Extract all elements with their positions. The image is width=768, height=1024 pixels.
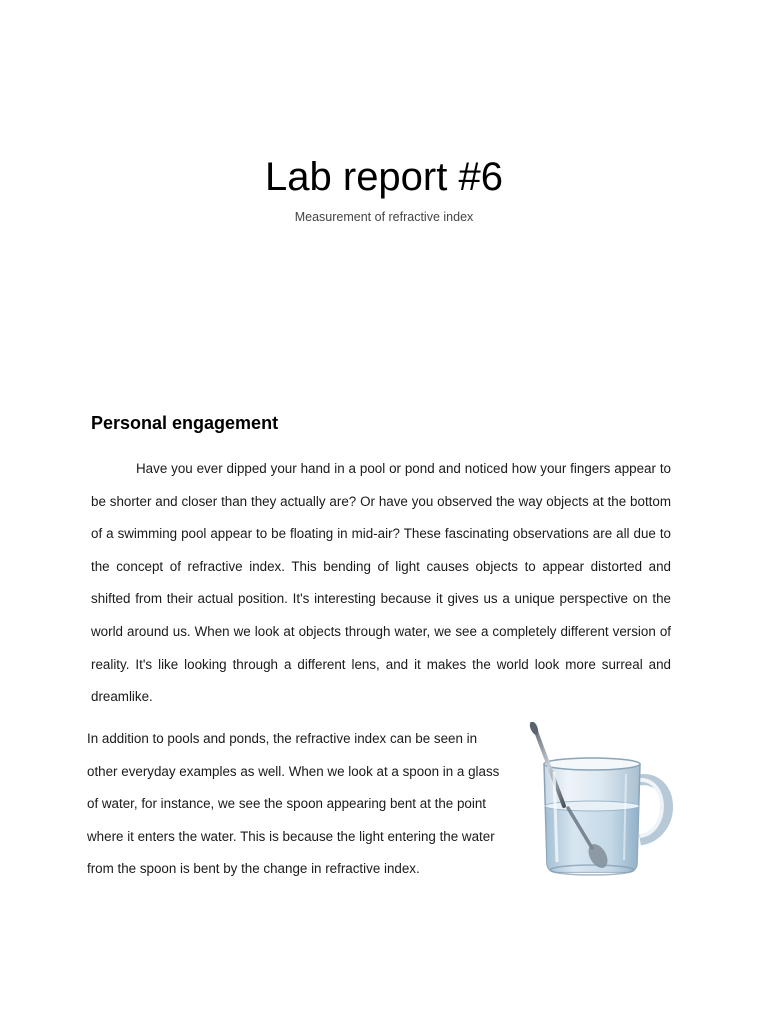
section-heading: Personal engagement	[91, 413, 279, 433]
paragraph-intro: Have you ever dipped your hand in a pool or pond and noticed how your fingers appear to be shorter and closer than they actually are? Or have you observed the way objects at the bottom of a swimming pool appear to be floating in mid-air? These fascinating observations are all due to the concept of refractive index. This bending of light causes objects to appear distorted and shifted from their actual position. It's interesting because it gives us a unique perspective on the world around us. When we look at objects through water, we see a completely different version of reality. It's like looking through a different lens, and it makes the world look more surreal and dreamlike.	[91, 461, 671, 705]
paragraph-examples: In addition to pools and ponds, the refractive index can be seen in other everyday examples as well. When we look at a spoon in a glass of water, for instance, we see the spoon appearing bent at the point where it enters the water. This is because the light entering the water from the spoon is bent by the change in refractive index.	[87, 731, 500, 877]
page-subtitle: Measurement of refractive index	[294, 210, 474, 224]
glass-mug-with-spoon-icon	[526, 722, 676, 877]
page-title: Lab report #6	[265, 155, 503, 199]
